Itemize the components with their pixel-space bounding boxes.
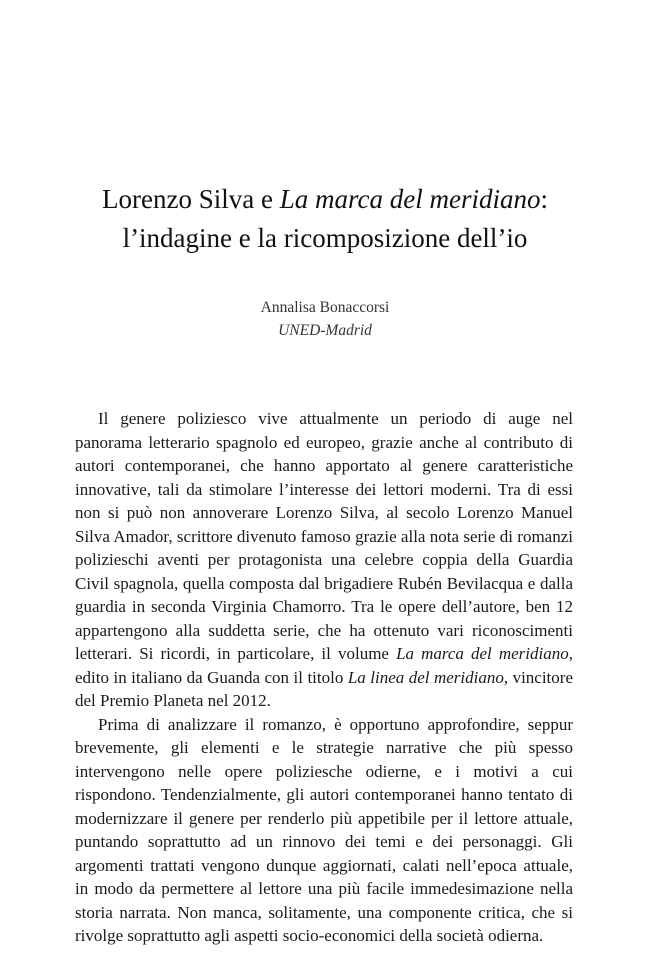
title-italic-book: La marca del meridiano <box>279 184 541 214</box>
paragraph-1-text-c: , vincitore del Premio Planeta nel 2012. <box>75 667 573 710</box>
title-text-part2: : <box>540 184 548 214</box>
paragraph-2: Prima di analizzare il romanzo, è opportuno approfondire, seppur brevemente, gli elementi e le strategie narrative che più spesso intervengono nelle opere poliziesche odierne, e i motivi a cui rispondono. Tendenzialmente, gli autori contemporanei hanno tentato di modernizzare il genere per renderlo più appetibile per il lettore attuale, puntando soprattutto ad un rinnovo dei temi e dei personaggi. Gli argomenti trattati vengono dunque aggiornati, calati nell’epoca attuale, in modo da permettere al lettore una più facile immedesimazione nella storia narrata. Non manca, solitamente, una componente critica, che si rivolge soprattutto agli aspetti socio-economici della società odierna. <box>75 714 573 945</box>
paragraph-1 <box>75 407 573 713</box>
chapter-title <box>40 180 610 258</box>
body-text <box>75 407 573 948</box>
title-line-2: l’indagine e la ricomposizione dell’io <box>122 223 528 253</box>
paragraph-1-text-a: Il genere poliziesco vive attualmente un periodo di auge nel panorama letterario spagnolo ed europeo, grazie anche al contributo di autori contemporanei, che hanno apportato al genere caratteristiche innovative, tali da stimolare l’interesse dei lettori moderni. Tra di essi non si può non annoverare Lorenzo Silva, al secolo Lorenzo Manuel Silva Amador, scrittore divenuto famoso grazie alla nota serie di romanzi polizieschi aventi per protagonista una celebre coppia della Guardia Civil spagnola, quella composta dal brigadiere Rubén Bevilacqua e dalla guardia in seconda Virginia Chamorro. Tra le opere dell’autore, ben 12 appartengono alla suddetta serie, che ha ottenuto vari riconoscimenti letterari. Si ricordi, in particolare, il volume <box>75 409 573 663</box>
author-affiliation: UNED-Madrid <box>278 322 372 339</box>
paragraph-1-italic-title-2: La linea del meridiano <box>347 667 504 687</box>
title-line-1 <box>40 180 610 219</box>
author-block <box>0 296 650 342</box>
paragraph-1-italic-title-1: La marca del meridiano <box>396 644 569 663</box>
title-text-part1: Lorenzo Silva e <box>102 184 280 214</box>
paragraph-1-text-b: , edito in italiano da Guanda con il titolo <box>75 644 573 687</box>
author-name: Annalisa Bonaccorsi <box>260 299 390 316</box>
